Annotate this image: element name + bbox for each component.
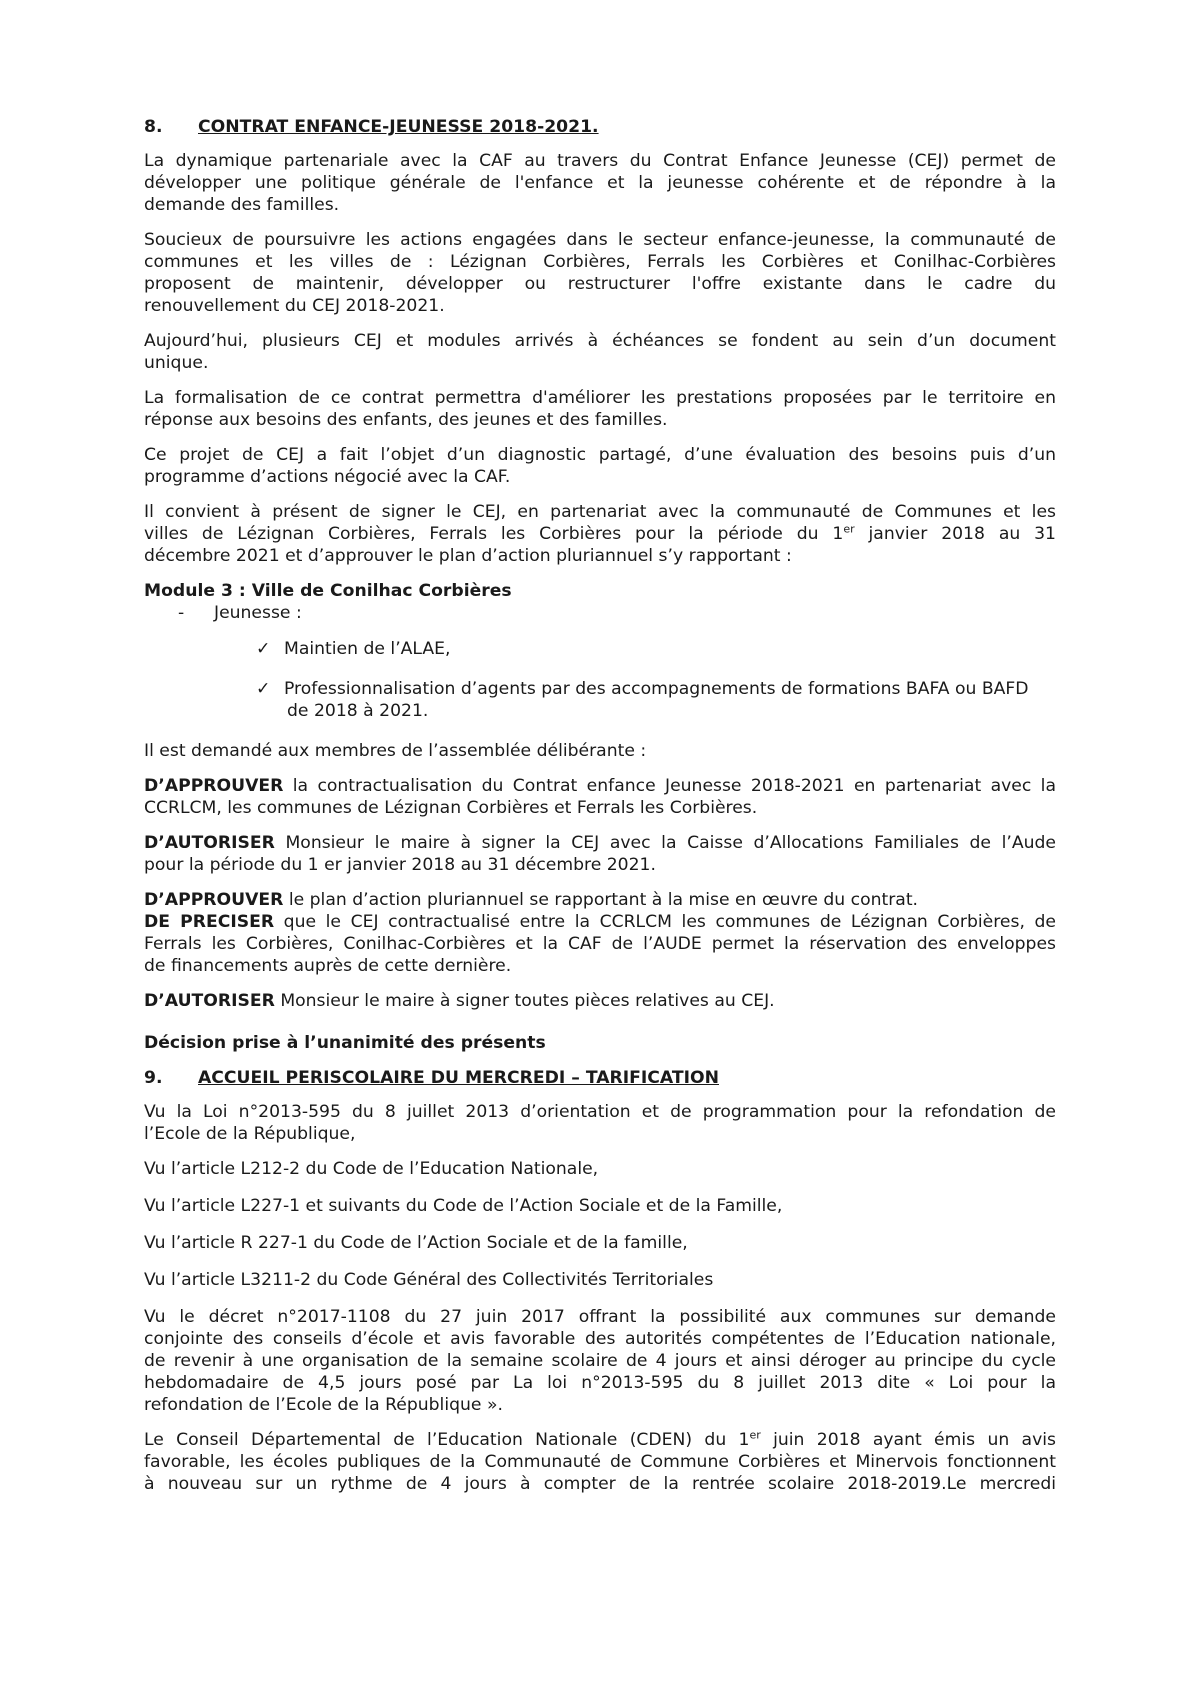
- decision-statement: Décision prise à l’unanimité des présents: [144, 1033, 546, 1053]
- section-number: 8.: [144, 117, 163, 137]
- paragraph: La formalisation de ce contrat permettra d'améliorer les prestations proposées par le territoire en réponse aux besoins des enfants, des jeunes et des familles.: [144, 388, 1056, 430]
- check-icon: ✓: [256, 639, 271, 659]
- paragraph: Aujourd’hui, plusieurs CEJ et modules arrivés à échéances se fondent au sein d’un document unique.: [144, 331, 1056, 373]
- dash-bullet: -: [178, 603, 185, 623]
- paragraph: Vu l’article L3211-2 du Code Général des Collectivités Territoriales: [144, 1270, 714, 1290]
- paragraph: Le Conseil Départemental de l’Education Nationale (CDEN) du 1er juin 2018 ayant émis un avis favorable, les écoles publiques de la Communauté de Commune Corbières et Minervois fonctionnent à nouveau sur un rythme de 4 jours à compter de la rentrée scolaire 2018-2019.Le mercredi: [144, 1428, 1056, 1494]
- check-icon: ✓: [256, 679, 271, 699]
- decision-item: D’AUTORISER Monsieur le maire à signer toutes pièces relatives au CEJ.: [144, 991, 775, 1011]
- paragraph: La dynamique partenariale avec la CAF au travers du Contrat Enfance Jeunesse (CEJ) permet de développer une politique générale de l'enfance et la jeunesse cohérente et de répondre à la demande des familles.: [144, 151, 1056, 215]
- paragraph: Vu le décret n°2017-1108 du 27 juin 2017 offrant la possibilité aux communes sur demande conjointe des conseils d’école et avis favorable des autorités compétentes de l’Education nationale, de revenir à une organisation de la semaine scolaire de 4 jours et ainsi déroger au principe du cycle hebdomadaire de 4,5 jours posé par La loi n°2013-595 du 8 juillet 2013 dite « Loi pour la refondation de l’Ecole de la République ».: [144, 1307, 1056, 1415]
- decision-item: D’APPROUVER le plan d’action pluriannuel se rapportant à la mise en œuvre du contrat. DE PRECISER que le CEJ contractualisé entre la CCRLCM les communes de Lézignan Corbières, de Ferrals les Corbières, Conilhac-Corbières et la CAF de l’AUDE permet la réservation des enveloppes de financements auprès de cette dernière.: [144, 890, 1056, 976]
- document-page: [144, 116, 1056, 1508]
- paragraph: Soucieux de poursuivre les actions engagées dans le secteur enfance-jeunesse, la communauté de communes et les villes de : Lézignan Corbières, Ferrals les Corbières et Conilhac-Corbières proposent de maintenir, développer ou restructurer l'offre existante dans le cadre du renouvellement du CEJ 2018-2021.: [144, 230, 1056, 316]
- paragraph: Vu la Loi n°2013-595 du 8 juillet 2013 d’orientation et de programmation pour la refondation de l’Ecole de la République,: [144, 1102, 1056, 1144]
- paragraph: Il est demandé aux membres de l’assemblée délibérante :: [144, 741, 647, 761]
- list-item: ✓ Professionnalisation d’agents par des accompagnements de formations BAFA ou BAFD de 2018 à 2021.: [256, 679, 1029, 721]
- section-number: 9.: [144, 1068, 163, 1088]
- section-title: ACCUEIL PERISCOLAIRE DU MERCREDI – TARIFICATION: [198, 1068, 719, 1088]
- decision-item: D’APPROUVER la contractualisation du Contrat enfance Jeunesse 2018-2021 en partenariat avec la CCRLCM, les communes de Lézignan Corbières et Ferrals les Corbières.: [144, 776, 1056, 818]
- paragraph: Vu l’article R 227-1 du Code de l’Action Sociale et de la famille,: [144, 1233, 688, 1253]
- paragraph: Ce projet de CEJ a fait l’objet d’un diagnostic partagé, d’une évaluation des besoins puis d’un programme d’actions négocié avec la CAF.: [144, 445, 1056, 487]
- paragraph: Il convient à présent de signer le CEJ, en partenariat avec la communauté de Communes et les villes de Lézignan Corbières, Ferrals les Corbières pour la période du 1er janvier 2018 au 31 décembre 2021 et d’approuver le plan d’action pluriannuel s’y rapportant :: [144, 502, 1056, 566]
- list-item: - Jeunesse :: [178, 603, 302, 623]
- decision-item: D’AUTORISER Monsieur le maire à signer la CEJ avec la Caisse d’Allocations Familiales de l’Aude pour la période du 1 er janvier 2018 au 31 décembre 2021.: [144, 833, 1056, 875]
- section-8-heading: [144, 116, 1056, 138]
- section-9-heading: [144, 1067, 1056, 1089]
- paragraph: Vu l’article L212-2 du Code de l’Education Nationale,: [144, 1159, 599, 1179]
- list-item: ✓ Maintien de l’ALAE,: [256, 639, 451, 659]
- section-title: CONTRAT ENFANCE-JEUNESSE 2018-2021.: [198, 117, 599, 137]
- paragraph: Vu l’article L227-1 et suivants du Code de l’Action Sociale et de la Famille,: [144, 1196, 783, 1216]
- module-title: Module 3 : Ville de Conilhac Corbières: [144, 581, 512, 601]
